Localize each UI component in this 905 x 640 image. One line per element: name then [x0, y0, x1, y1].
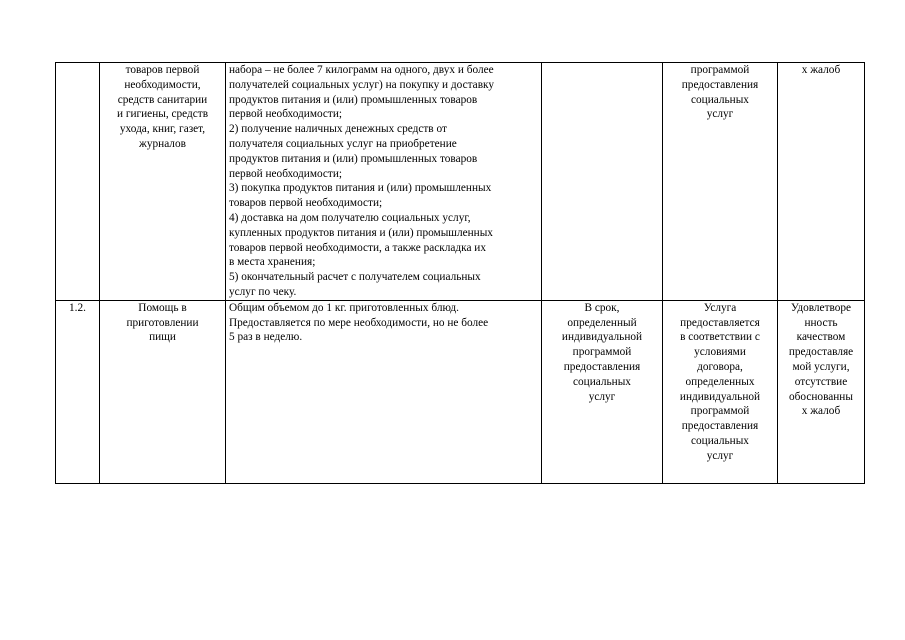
cell-text-line: товаров первой [125, 64, 200, 76]
cell-text-line: программой [690, 405, 750, 418]
cell-text-line: получателя социальных услуг на приобретение [229, 137, 457, 150]
cell-text-line: услуг [706, 449, 734, 462]
cell-text-line: первой необходимости; [229, 108, 343, 121]
cell-text-line: Удовлетворе [790, 301, 852, 314]
cell-text-line: индивидуальной [679, 390, 761, 403]
table-row [56, 300, 865, 483]
cell-text-line: предоставления [563, 360, 641, 373]
cell-text-line: журналов [139, 137, 186, 150]
cell-text-line: товаров первой необходимости, а также раскладка их [229, 241, 486, 254]
cell-text-line: В срок, [584, 301, 620, 314]
cell-text-line: нность [804, 316, 838, 329]
cell-text-line: набора – не более 7 килограмм на одного, двух и более [229, 64, 494, 76]
service-term-cell [542, 63, 663, 301]
cell-text-line: товаров первой необходимости; [229, 197, 383, 210]
cell-text-line: Предоставляется по мере необходимости, но не более [229, 316, 489, 329]
cell-text-line: социальных [691, 434, 749, 447]
service-conditions-cell [663, 63, 778, 301]
cell-text-line: предоставляе [788, 346, 854, 359]
row-number-cell [56, 63, 100, 301]
cell-text-line: программой [690, 64, 750, 76]
cell-text-line: 2) получение наличных денежных средств от [229, 123, 447, 136]
cell-text-line: первой необходимости; [229, 167, 343, 180]
row-number-cell: 1.2. [56, 300, 100, 483]
cell-text-line: социальных [573, 375, 631, 388]
cell-text-line: предоставления [681, 420, 759, 433]
cell-text-line: индивидуальной [561, 331, 643, 344]
cell-text-line: услуг [588, 390, 616, 403]
service-description-cell [226, 63, 542, 301]
cell-text-line: 4) доставка на дом получателю социальных услуг, [229, 211, 471, 224]
cell-text-line: предоставления [681, 78, 759, 91]
service-quality-cell [778, 63, 865, 301]
cell-text-line: необходимости, [124, 78, 201, 91]
cell-text-line: Общим объемом до 1 кг. приготовленных блюд. [229, 301, 459, 314]
service-conditions-cell [663, 300, 778, 483]
service-term-cell [542, 300, 663, 483]
cell-text-line: Помощь в [138, 301, 187, 314]
cell-text-line: х жалоб [801, 405, 841, 418]
cell-text-line: продуктов питания и (или) промышленных товаров [229, 93, 478, 106]
cell-text-line: Услуга [703, 301, 737, 314]
cell-text-line: предоставляется [680, 316, 760, 329]
cell-text-line: договора, [697, 360, 743, 373]
service-name-cell [100, 300, 226, 483]
cell-text-line: 5) окончательный расчет с получателем социальных [229, 271, 481, 284]
cell-text-line: социальных [691, 93, 749, 106]
cell-text-line: мой услуги, [792, 360, 850, 373]
service-quality-cell [778, 300, 865, 483]
table-row [56, 63, 865, 301]
cell-text-line: ухода, книг, газет, [119, 123, 206, 136]
cell-text-line: 3) покупка продуктов питания и (или) промышленных [229, 182, 492, 195]
cell-text-line: х жалоб [801, 64, 841, 76]
cell-text-line: приготовлении [126, 316, 199, 329]
cell-text-line: качеством [796, 331, 846, 344]
cell-text-line: в соответствии с [680, 331, 760, 344]
cell-text-line: средств санитарии [117, 93, 208, 106]
cell-text-line: определенных [685, 375, 755, 388]
service-description-cell [226, 300, 542, 483]
cell-text-line: услуг по чеку. [229, 285, 297, 298]
cell-text-line: 5 раз в неделю. [229, 331, 303, 344]
cell-text-line: купленных продуктов питания и (или) промышленных [229, 226, 493, 239]
cell-text-line: и гигиены, средств [116, 108, 209, 121]
cell-text-line: программой [572, 346, 632, 359]
cell-text-line: услуг [706, 108, 734, 121]
cell-text-line: отсутствие [794, 375, 848, 388]
cell-text-line: получателей социальных услуг) на покупку и доставку [229, 78, 495, 91]
cell-text-line: условиями [694, 346, 746, 359]
cell-text-line: обоснованны [789, 390, 853, 403]
cell-text-line: пищи [149, 331, 176, 344]
cell-text-line: определенный [567, 316, 637, 329]
cell-text-line: в места хранения; [229, 256, 316, 269]
cell-text-line: продуктов питания и (или) промышленных товаров [229, 152, 478, 165]
service-name-cell [100, 63, 226, 301]
services-table [55, 62, 865, 484]
